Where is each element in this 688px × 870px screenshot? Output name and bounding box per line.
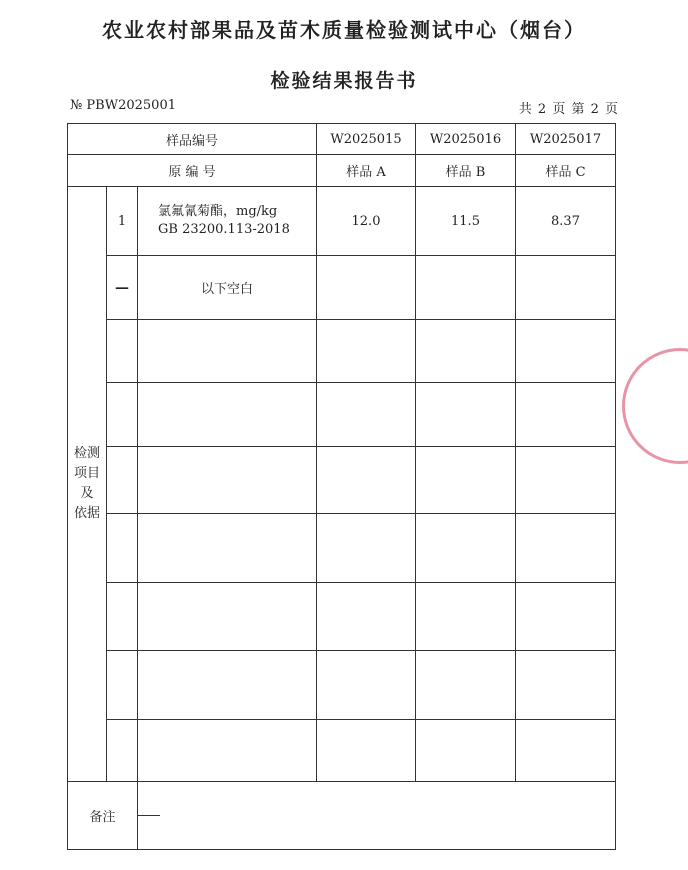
blank-marker-row (68, 256, 616, 320)
empty-cell (138, 583, 317, 651)
empty-cell (416, 447, 516, 514)
page-info: 共 2 页 第 2 页 (518, 102, 618, 117)
item-description (138, 187, 317, 256)
results-table (67, 123, 616, 850)
original-number-label: 原 编 号 (68, 155, 317, 187)
empty-cell (516, 320, 616, 383)
item-value-c: 8.37 (516, 187, 616, 256)
empty-cell (416, 256, 516, 320)
empty-cell (516, 583, 616, 651)
empty-row (68, 651, 616, 720)
empty-cell (516, 720, 616, 782)
remarks-dash (138, 815, 160, 816)
original-number-a: 样品 A (317, 155, 416, 187)
item-index: 1 (107, 187, 138, 256)
empty-cell (107, 514, 138, 583)
empty-cell (107, 320, 138, 383)
remarks-label: 备注 (68, 782, 138, 850)
empty-cell (107, 583, 138, 651)
item-value-a: 12.0 (317, 187, 416, 256)
empty-cell (317, 383, 416, 447)
sample-number-b: W2025016 (416, 124, 516, 155)
original-number-b: 样品 B (416, 155, 516, 187)
remarks-row (68, 782, 616, 850)
empty-row (68, 720, 616, 782)
empty-row (68, 447, 616, 514)
empty-cell (138, 651, 317, 720)
empty-cell (416, 651, 516, 720)
empty-cell (317, 320, 416, 383)
sample-number-label: 样品编号 (68, 124, 317, 155)
blank-text: 以下空白 (138, 256, 317, 320)
blank-marker: — (107, 256, 138, 320)
empty-row (68, 383, 616, 447)
empty-row (68, 583, 616, 651)
test-items-label-line1: 检测 (73, 446, 100, 461)
sample-number-c: W2025017 (516, 124, 616, 155)
empty-cell (416, 320, 516, 383)
report-title: 检验结果报告书 (270, 70, 418, 92)
empty-cell (107, 720, 138, 782)
test-items-label-line3: 依据 (73, 506, 100, 521)
empty-cell (317, 256, 416, 320)
empty-cell (416, 583, 516, 651)
empty-cell (107, 383, 138, 447)
official-seal-stamp (622, 348, 688, 464)
empty-cell (416, 514, 516, 583)
original-number-c: 样品 C (516, 155, 616, 187)
empty-cell (317, 651, 416, 720)
report-number: № PBW2025001 (70, 98, 176, 113)
empty-row (68, 514, 616, 583)
empty-cell (138, 514, 317, 583)
empty-cell (138, 383, 317, 447)
empty-cell (138, 720, 317, 782)
remarks-content (138, 782, 616, 850)
empty-cell (516, 651, 616, 720)
empty-cell (416, 383, 516, 447)
institution-title: 农业农村部果品及苗木质量检验测试中心（烟台） (102, 18, 586, 42)
item-row (68, 187, 616, 256)
empty-cell (516, 447, 616, 514)
empty-cell (317, 583, 416, 651)
sample-number-row (68, 124, 616, 155)
empty-cell (416, 720, 516, 782)
empty-cell (138, 320, 317, 383)
empty-row (68, 320, 616, 383)
empty-cell (107, 447, 138, 514)
empty-cell (107, 651, 138, 720)
empty-cell (317, 447, 416, 514)
item-name: 氯氟氰菊酯，mg/kg (158, 204, 278, 219)
empty-cell (138, 447, 317, 514)
empty-cell (516, 383, 616, 447)
empty-cell (317, 514, 416, 583)
test-items-label-line2: 项目及 (73, 466, 100, 501)
empty-cell (516, 256, 616, 320)
test-items-label (68, 187, 107, 782)
empty-cell (516, 514, 616, 583)
item-value-b: 11.5 (416, 187, 516, 256)
sample-number-a: W2025015 (317, 124, 416, 155)
original-number-row (68, 155, 616, 187)
empty-cell (317, 720, 416, 782)
item-standard: GB 23200.113-2018 (158, 222, 290, 237)
